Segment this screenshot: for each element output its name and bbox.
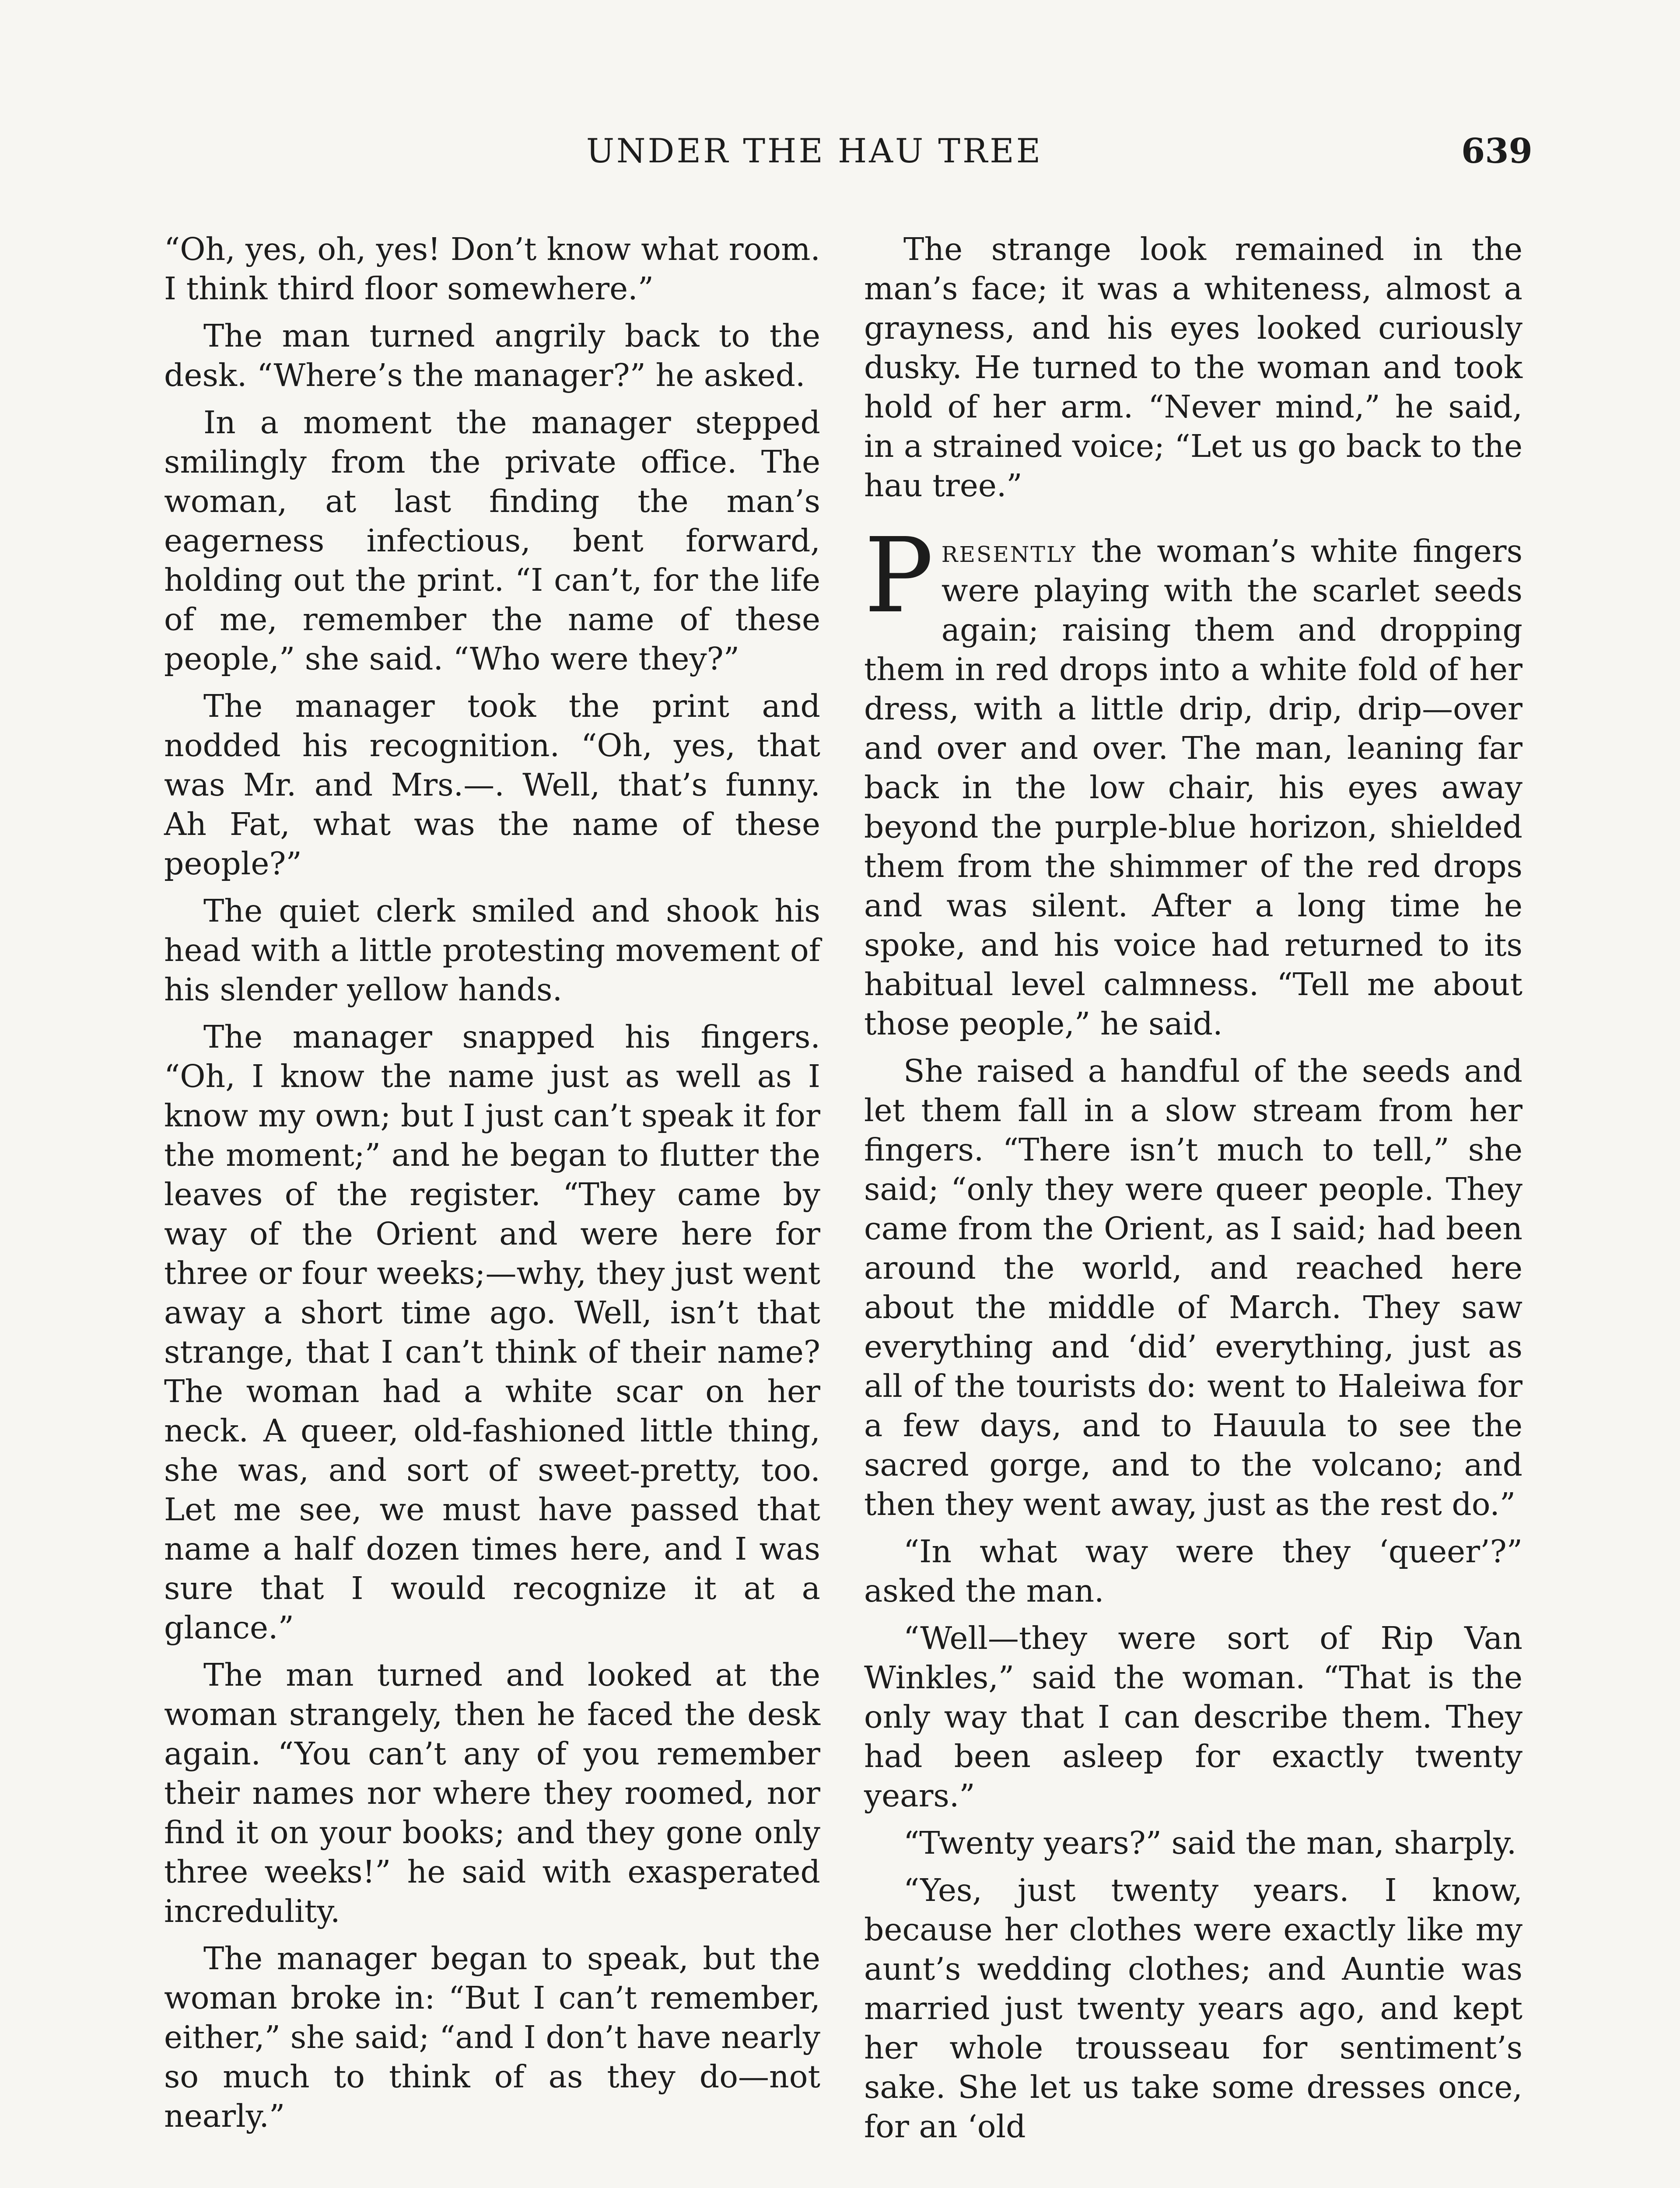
drop-cap: P xyxy=(864,515,934,636)
paragraph: The quiet clerk smiled and shook his head with a little protesting movement of his slender yellow hands. xyxy=(164,893,820,1008)
paragraph: The manager took the print and nodded his recognition. “Oh, yes, that was Mr. and Mrs.—. Well, that’s funny. Ah Fat, what was the name of these people?” xyxy=(164,688,820,882)
paragraph: In a moment the manager stepped smilingly from the private office. The woman, at last finding the man’s eagerness infectious, bent forward, holding out the print. “I can’t, for the life of me, remember the name of these people,” she said. “Who were they?” xyxy=(164,404,820,677)
running-title: UNDER THE HAU TREE xyxy=(586,131,1043,170)
paragraph: The manager snapped his fingers. “Oh, I know the name just as well as I know my own; but I just can’t speak it for the moment;” and he began to flutter the leaves of the register. “They came by way of the Orient and were here for three or four weeks;—why, they just went away a short time ago. Well, isn’t that strange, that I can’t think of their name? The woman had a white scar on her neck. A queer, old-fashioned little thing, she was, and sort of sweet-pretty, too. Let me see, we must have passed that name a half dozen times here, and I was sure that I would recognize it at a glance.” xyxy=(164,1019,820,1646)
left-column xyxy=(164,230,820,2144)
paragraph: “Yes, just twenty years. I know, because her clothes were exactly like my aunt’s wedding clothes; and Auntie was married just twenty years ago, and kept her whole trousseau for sentiment’s sake. She let us take some dresses once, for an ‘old xyxy=(864,1872,1522,2145)
paragraph: The man turned and looked at the woman strangely, then he faced the desk again. “You can’t any of you remember their names nor where they roomed, nor find it on your books; and they gone only three weeks!” he said with exasperated incredulity. xyxy=(164,1657,820,1929)
paragraph: She raised a handful of the seeds and let them fall in a slow stream from her fingers. “There isn’t much to tell,” she said; “only they were queer people. They came from the Orient, as I said; had been around the world, and reached here about the middle of March. They saw everything and ‘did’ everything, just as all of the tourists do: went to Haleiwa for a few days, and to Hauula to see the sacred gorge, and to the volcano; and then they went away, just as the rest do.” xyxy=(864,1053,1522,1522)
paragraph: “Well—they were sort of Rip Van Winkles,” said the woman. “That is the only way that I can describe them. They had been asleep for exactly twenty years.” xyxy=(864,1620,1522,1814)
paragraph: The manager began to speak, but the woman broke in: “But I can’t remember, either,” she said; “and I don’t have nearly so much to think of as they do—not nearly.” xyxy=(164,1940,820,2134)
paragraph: The man turned angrily back to the desk. “Where’s the manager?” he asked. xyxy=(164,318,820,393)
paragraph: The strange look remained in the man’s face; it was a whiteness, almost a grayness, and his eyes looked curiously dusky. He turned to the woman and took hold of her arm. “Never mind,” he said, in a strained voice; “Let us go back to the hau tree.” xyxy=(864,231,1522,504)
small-caps-lead: resently xyxy=(941,533,1077,569)
section-opening-paragraph xyxy=(864,515,1522,1044)
paragraph: “Twenty years?” said the man, sharply. xyxy=(903,1825,1517,1861)
paragraph-text: the woman’s white fingers were playing with the scarlet seeds again; raising them and dropping them in red drops into a white fold of her dress, with a little drip, drip, drip—over and over and over. The man, leaning far back in the low chair, his eyes away beyond the purple-blue horizon, shielded them from the shimmer of the red drops and was silent. After a long time he spoke, and his voice had returned to its habitual level calmness. “Tell me about those people,” he said. xyxy=(864,533,1522,1042)
paragraph: “Oh, yes, oh, yes! Don’t know what room. I think third floor somewhere.” xyxy=(164,231,820,307)
right-column xyxy=(864,230,1522,2154)
paragraph: “In what way were they ‘queer’?” asked the man. xyxy=(864,1533,1522,1609)
page-number: 639 xyxy=(1461,131,1533,171)
